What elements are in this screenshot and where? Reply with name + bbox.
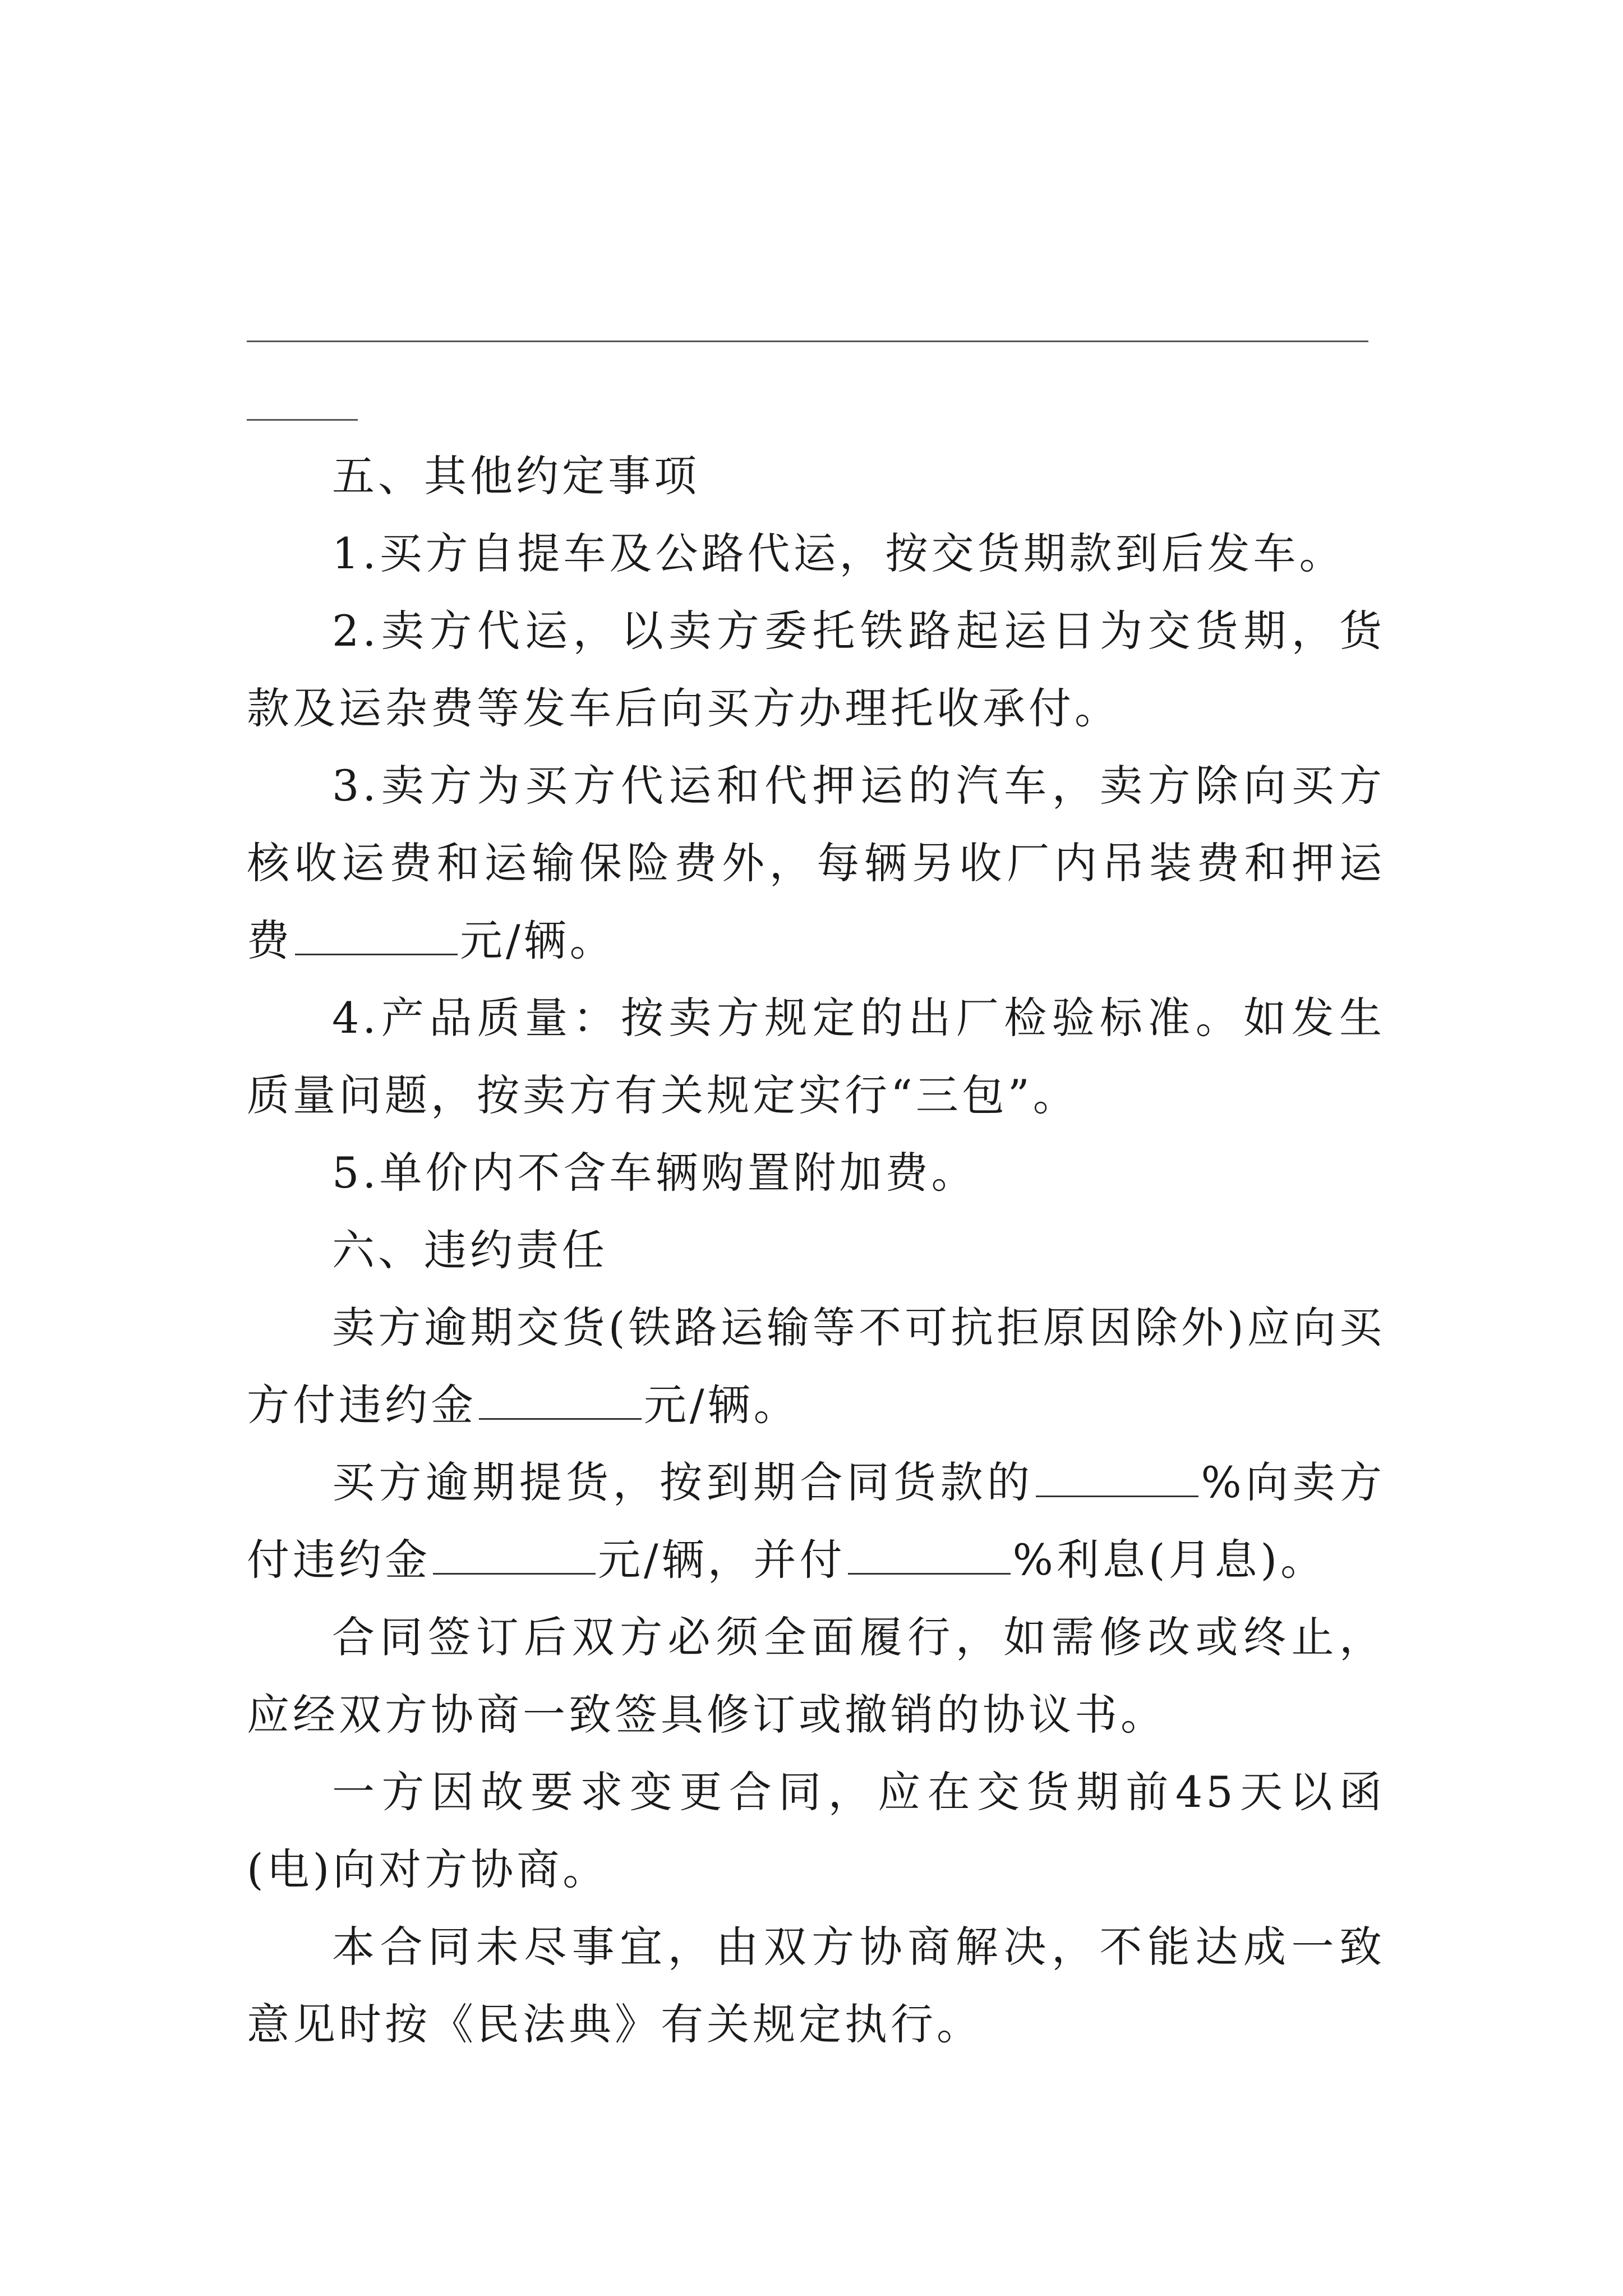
section-heading-other-terms: 五、其他约定事项 — [332, 451, 700, 501]
seller-late-text: 卖方逾期交货(铁路运输等不可抗拒原因除外)应向买方付违约金 — [247, 1303, 1385, 1430]
buyer-late-text-a: 买方逾期提货，按到期合同货款的 — [332, 1457, 1034, 1507]
contract-body — [247, 438, 1385, 2063]
section-heading-liability: 六、违约责任 — [332, 1225, 608, 1275]
unresolved-matters-clause: 本合同未尽事宜，由双方协商解决，不能达成一致意见时按《民法典》有关规定执行。 — [247, 1922, 1385, 2049]
clause-3-text: 3.卖方为买方代运和代押运的汽车，卖方除向买方核收运费和运输保险费外，每辆另收厂内吊装费和押运费 — [247, 761, 1385, 965]
blank-field-interest-percent[interactable] — [848, 1530, 1011, 1575]
clause-5: 5.单价内不含车辆购置附加费。 — [332, 1148, 978, 1198]
blank-field-loading-fee[interactable] — [295, 911, 458, 955]
change-contract-clause: 一方因故要求变更合同，应在交货期前45天以函(电)向对方协商。 — [247, 1767, 1385, 1894]
buyer-late-clause — [247, 1444, 1385, 1599]
buyer-late-text-c: 元/辆，并付 — [598, 1535, 846, 1585]
clause-4: 4.产品质量：按卖方规定的出厂检验标准。如发生质量问题，按卖方有关规定实行“三包”。 — [247, 993, 1385, 1120]
fill-in-line — [247, 341, 1368, 342]
buyer-late-text-d: %利息(月息)。 — [1012, 1535, 1327, 1585]
seller-late-clause — [247, 1289, 1385, 1444]
clause-3 — [247, 747, 1385, 979]
fill-in-line-continued — [247, 419, 358, 421]
modify-terminate-clause: 合同签订后双方必须全面履行，如需修改或终止，应经双方协商一致签具修订或撤销的协议书。 — [247, 1612, 1385, 1740]
seller-late-unit: 元/辆。 — [644, 1380, 800, 1430]
clause-1: 1.买方自提车及公路代运，按交货期款到后发车。 — [332, 528, 1345, 578]
clause-2: 2.卖方代运，以卖方委托铁路起运日为交货期，货款及运杂费等发车后向买方办理托收承付。 — [247, 606, 1385, 733]
buyer-late-text-b: %向卖方付违约金 — [247, 1457, 1385, 1585]
blank-field-buyer-percent[interactable] — [1036, 1453, 1198, 1497]
blank-field-seller-penalty[interactable] — [479, 1375, 642, 1420]
clause-3-unit: 元/辆。 — [460, 915, 616, 965]
blank-field-buyer-penalty[interactable] — [433, 1530, 596, 1575]
